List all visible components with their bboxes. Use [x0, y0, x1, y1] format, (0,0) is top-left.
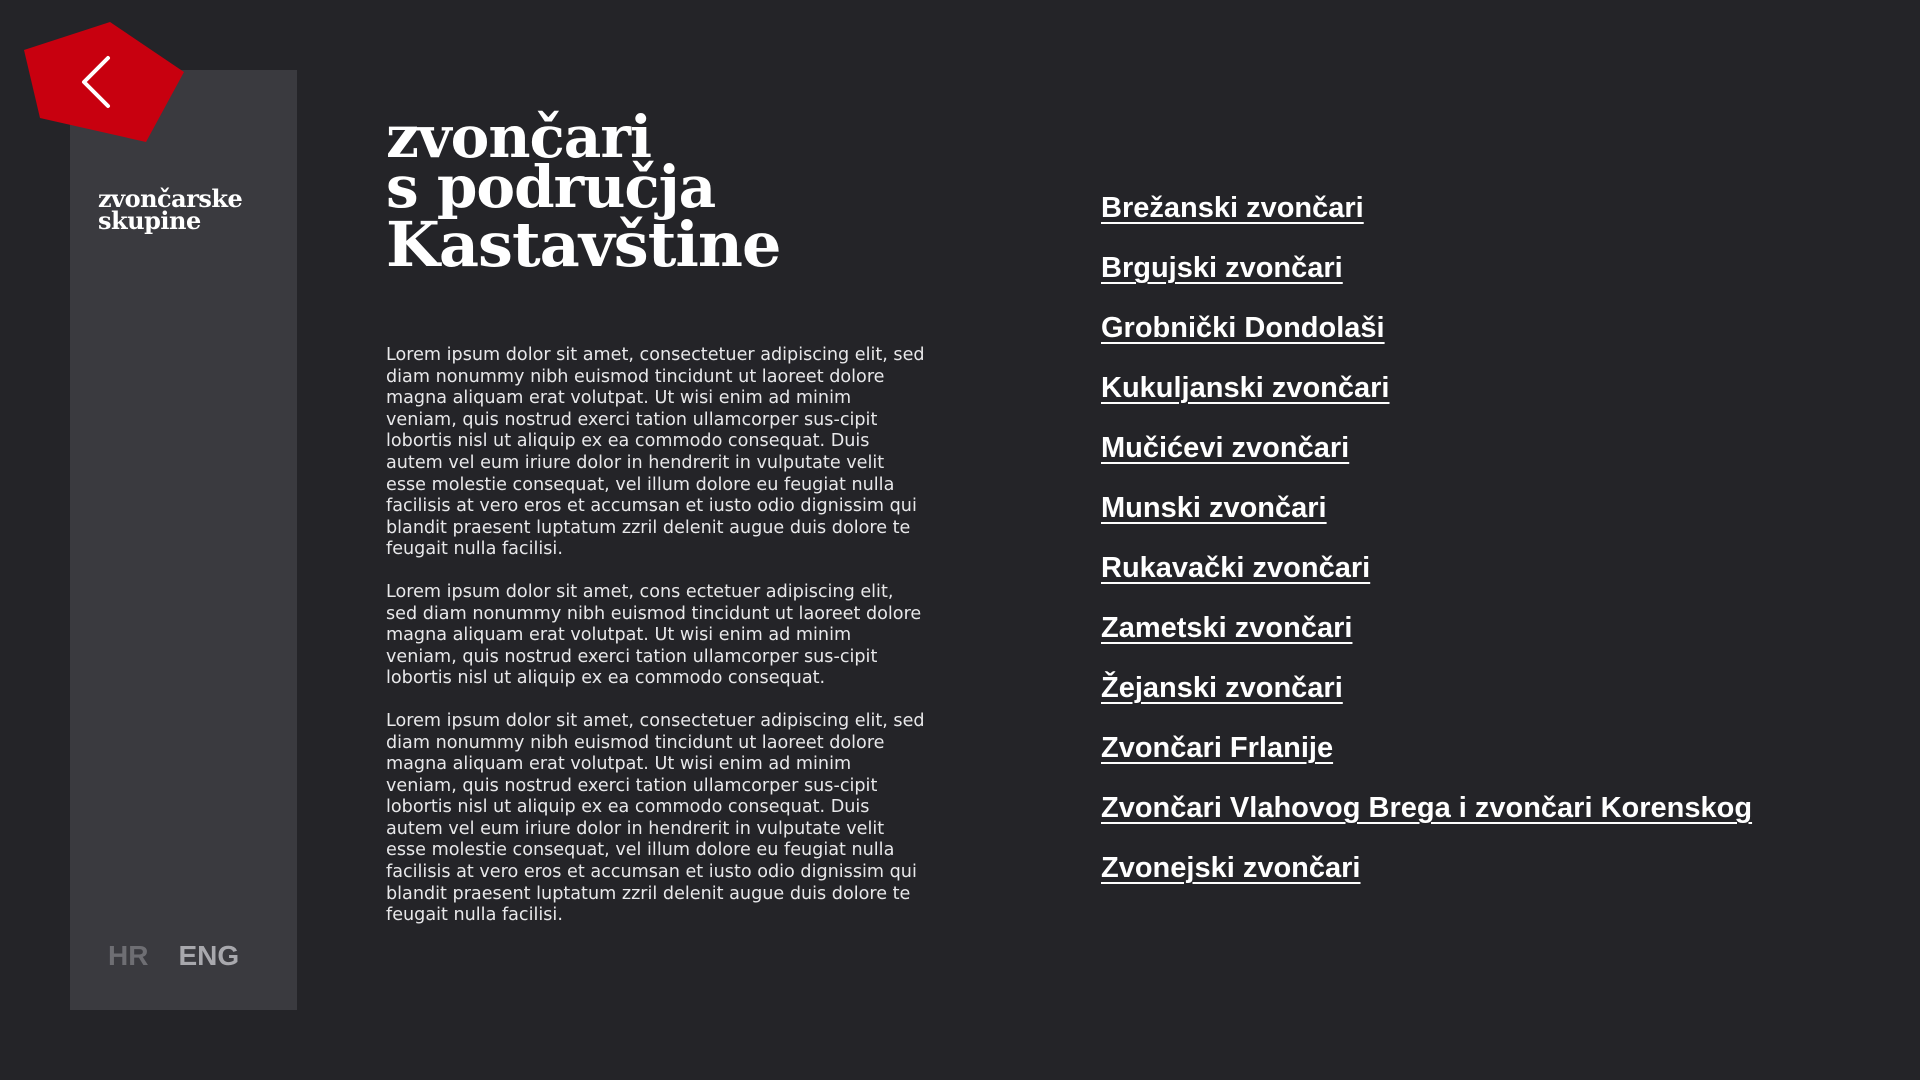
description-paragraph: Lorem ipsum dolor sit amet, consectetuer adipiscing elit, sed diam nonummy nibh euismod tincidunt ut laoreet dolore magna aliquam erat volutpat. Ut wisi enim ad minim veniam, quis nostrud exerci tation ullamcorper sus-cipit lobortis nisl ut aliquip ex ea commodo consequat. Duis autem vel eum iriure dolor in hendrerit in vulputate velit esse molestie consequat, vel illum dolore eu feugiat nulla facilisis at vero eros et accumsan et iusto odio dignissim qui blandit praesent luptatum zzril delenit augue duis dolore te feugait nulla facilisi. [386, 710, 925, 926]
list-item [1101, 548, 1752, 608]
language-eng-button[interactable]: ENG [178, 940, 240, 971]
list-item [1101, 248, 1752, 308]
group-link-kukuljanski[interactable]: Kukuljanski zvončari [1101, 372, 1390, 404]
description-paragraph: Lorem ipsum dolor sit amet, consectetuer adipiscing elit, sed diam nonummy nibh euismod tincidunt ut laoreet dolore magna aliquam erat volutpat. Ut wisi enim ad minim veniam, quis nostrud exerci tation ullamcorper sus-cipit lobortis nisl ut aliquip ex ea commodo consequat. Duis autem vel eum iriure dolor in hendrerit in vulputate velit esse molestie consequat, vel illum dolore eu feugiat nulla facilisis at vero eros et accumsan et iusto odio dignissim qui blandit praesent luptatum zzril delenit augue duis dolore te feugait nulla facilisi. [386, 345, 925, 560]
group-link-zametski[interactable]: Zametski zvončari [1101, 612, 1353, 644]
group-link-zejanski[interactable]: Žejanski zvončari [1101, 672, 1343, 704]
back-button-shape [22, 22, 186, 144]
page-title [386, 103, 946, 281]
group-link-rukavacki[interactable]: Rukavački zvončari [1101, 552, 1371, 584]
group-list [1101, 188, 1752, 908]
group-link-grobnicki[interactable]: Grobnički Dondolaši [1101, 312, 1385, 344]
list-item [1101, 488, 1752, 548]
language-hr-button[interactable]: HR [108, 940, 149, 971]
page-title-line-2: s područja [386, 153, 716, 221]
back-button[interactable] [22, 22, 186, 144]
group-link-zvonejski[interactable]: Zvonejski zvončari [1101, 852, 1361, 884]
page-title-line-1: zvončari [386, 103, 651, 171]
sidebar-title: zvončarske skupine [98, 184, 243, 235]
list-item [1101, 428, 1752, 488]
group-link-brezanski[interactable]: Brežanski zvončari [1101, 192, 1364, 224]
group-link-mucicevi[interactable]: Mučićevi zvončari [1101, 432, 1350, 464]
group-link-munski[interactable]: Munski zvončari [1101, 492, 1327, 524]
list-item [1101, 308, 1752, 368]
group-link-brgujski[interactable]: Brgujski zvončari [1101, 252, 1343, 284]
list-item [1101, 668, 1752, 728]
group-link-vlahovog-brega[interactable]: Zvončari Vlahovog Brega i zvončari Korenskog [1101, 792, 1753, 824]
sidebar [70, 70, 297, 1010]
list-item [1101, 188, 1752, 248]
list-item [1101, 728, 1752, 788]
description-paragraph: Lorem ipsum dolor sit amet, cons ectetuer adipiscing elit, sed diam nonummy nibh euismod tincidunt ut laoreet dolore magna aliquam erat volutpat. Ut wisi enim ad minim veniam, quis nostrud exerci tation ullamcorper sus-cipit lobortis nisl ut aliquip ex ea commodo consequat. [386, 581, 922, 689]
list-item [1101, 608, 1752, 668]
list-item [1101, 368, 1752, 428]
page-title-line-3: Kastavštine [386, 208, 781, 281]
group-link-frlanije[interactable]: Zvončari Frlanije [1101, 732, 1334, 764]
description [386, 345, 926, 948]
language-switch [108, 940, 239, 972]
list-item [1101, 848, 1752, 908]
list-item [1101, 788, 1752, 848]
